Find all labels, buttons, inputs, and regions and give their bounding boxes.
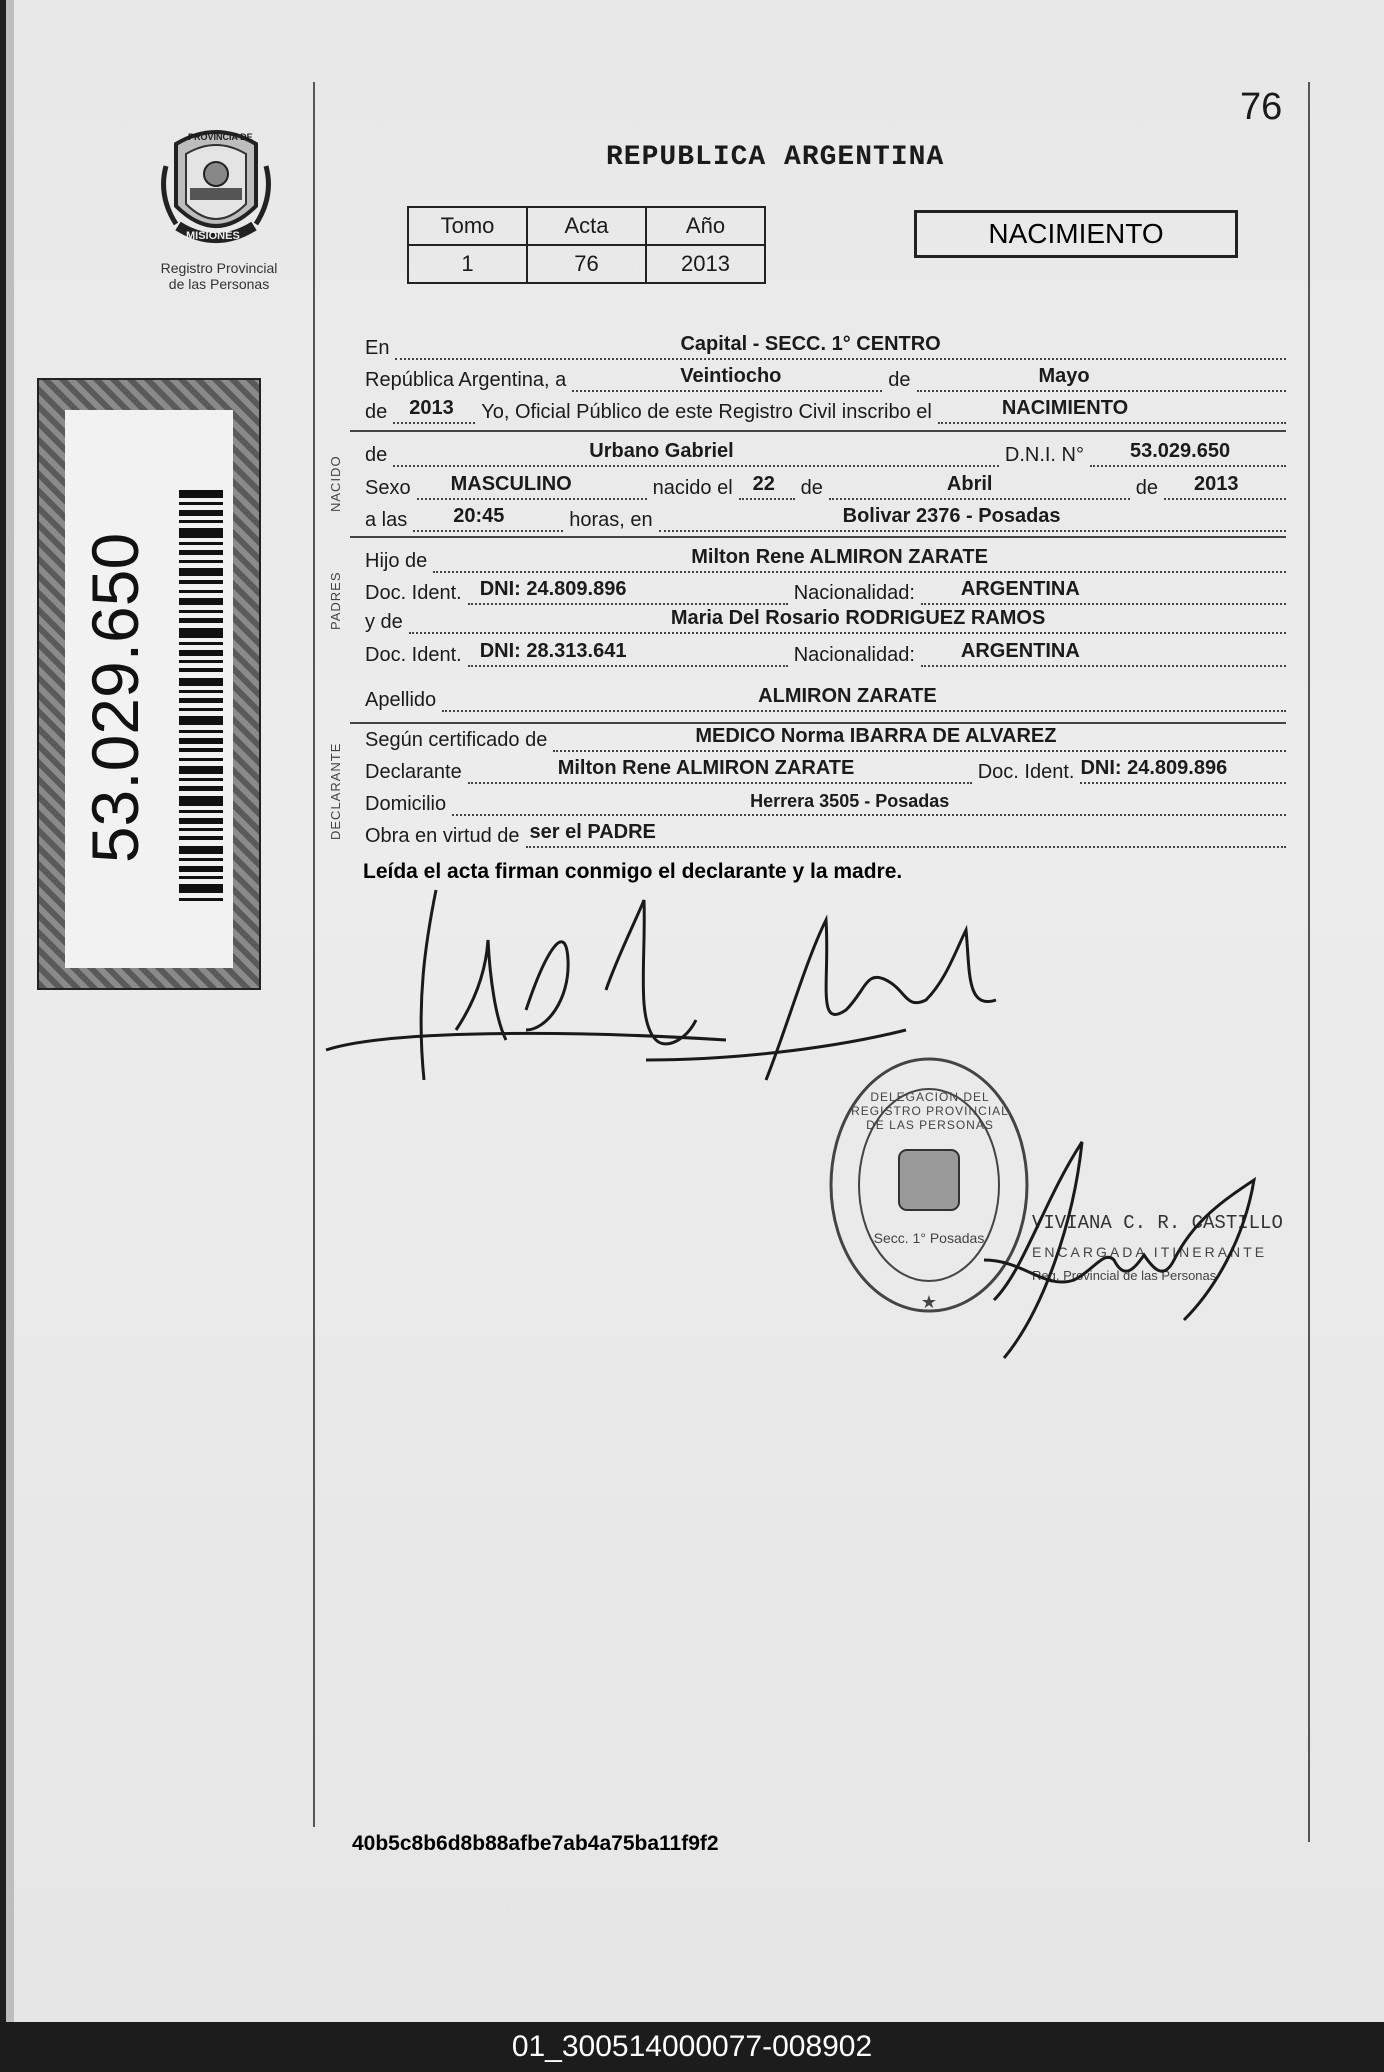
value-time: 20:45 — [453, 505, 505, 527]
value-decl-dni: DNI: 24.809.896 — [1080, 757, 1228, 779]
value-certificado: MEDICO Norma IBARRA DE ALVAREZ — [695, 725, 1057, 747]
value-month: Mayo — [1038, 365, 1090, 387]
barcode-bars-icon — [179, 490, 223, 910]
field-mother-nac — [921, 641, 1286, 667]
barcode-label — [65, 410, 233, 968]
field-birth-day — [739, 474, 795, 500]
officer-title: ENCARGADA ITINERANTE — [1032, 1244, 1268, 1260]
label-father-doc: Doc. Ident. — [365, 582, 462, 604]
field-mother-dni — [468, 641, 788, 667]
officer-name: VIVIANA C. R. CASTILLO — [1032, 1212, 1283, 1234]
section-declarante-label: DECLARANTE — [328, 742, 343, 840]
section-nacido-label: NACIDO — [328, 455, 343, 512]
register-table — [407, 206, 766, 284]
logo-caption — [144, 260, 294, 292]
field-decl-dni — [1080, 758, 1286, 784]
label-horas: horas, en — [569, 509, 653, 531]
heading: REPUBLICA ARGENTINA — [606, 142, 945, 173]
value-day: Veintiocho — [680, 365, 782, 387]
field-birth-month — [829, 474, 1130, 500]
label-mother-doc: Doc. Ident. — [365, 644, 462, 666]
value-inscribo: NACIMIENTO — [1001, 397, 1129, 419]
label-de-year2: de — [1135, 477, 1158, 499]
seal-text-bottom: MISIONES — [186, 230, 240, 242]
document-hash: 40b5c8b6d8b88afbe7ab4a75ba11f9f2 — [352, 1832, 719, 1855]
seal-text-top: PROVINCIA DE — [188, 132, 253, 142]
row-republica — [365, 362, 1286, 392]
label-hijo: Hijo de — [365, 550, 428, 572]
field-inscribo — [938, 398, 1286, 424]
value-mother-dni: DNI: 28.313.641 — [479, 640, 627, 662]
row-mother — [365, 604, 1286, 634]
right-margin-line — [1308, 82, 1310, 1842]
label-de-month2: de — [800, 477, 823, 499]
label-de-name: de — [365, 444, 388, 466]
row-mother-doc — [365, 637, 1286, 667]
value-dni: 53.029.650 — [1130, 440, 1231, 462]
value-birth-month: Abril — [946, 473, 993, 495]
value-acta: 76 — [527, 245, 646, 283]
value-father-dni: DNI: 24.809.896 — [479, 578, 627, 600]
label-nacido: nacido el — [652, 477, 733, 499]
value-mother: Maria Del Rosario RODRIGUEZ RAMOS — [670, 607, 1046, 629]
field-certificado — [553, 726, 1286, 752]
label-father-nac: Nacionalidad: — [793, 582, 915, 604]
stamp-inner-text: Secc. 1° Posadas — [873, 1230, 985, 1246]
field-month — [917, 366, 1287, 392]
row-certificado — [365, 722, 1286, 752]
field-place — [659, 506, 1286, 532]
separator-nacido — [350, 430, 1286, 432]
label-declarante: Declarante — [365, 761, 462, 783]
closing-statement: Leída el acta firman conmigo el declarante y la madre. — [363, 860, 903, 883]
value-birth-day: 22 — [752, 473, 775, 495]
row-nacido-time — [365, 502, 1286, 532]
value-anio: 2013 — [646, 245, 765, 283]
logo-caption-line1: Registro Provincial — [160, 260, 278, 276]
row-nacido-sexo — [365, 470, 1286, 500]
value-tomo: 1 — [408, 245, 527, 283]
register-table-header — [408, 207, 765, 245]
field-dni — [1090, 441, 1286, 467]
stamp-ring-text: DELEGACION DEL REGISTRO PROVINCIAL DE LAS PERSONAS — [851, 1090, 1009, 1132]
footer-filename: 01_300514000077-008902 — [0, 2022, 1384, 2072]
record-type: NACIMIENTO — [914, 210, 1238, 258]
label-sexo: Sexo — [365, 477, 411, 499]
value-obra: ser el PADRE — [529, 821, 656, 843]
value-sexo: MASCULINO — [450, 473, 572, 495]
label-de-month: de — [888, 369, 911, 391]
field-father-nac — [921, 579, 1286, 605]
field-apellido — [442, 686, 1286, 712]
separator-padres — [350, 536, 1286, 538]
label-obra: Obra en virtud de — [365, 825, 520, 847]
header-anio: Año — [646, 207, 765, 245]
value-father: Milton Rene ALMIRON ZARATE — [691, 546, 988, 568]
value-year: 2013 — [409, 397, 454, 419]
field-mother — [409, 608, 1286, 634]
row-obra — [365, 818, 1286, 848]
barcode-panel — [37, 378, 261, 990]
page-edge — [6, 0, 14, 2022]
value-father-nac: ARGENTINA — [960, 578, 1080, 600]
svg-text:★: ★ — [920, 1292, 938, 1313]
row-apellido — [365, 682, 1286, 712]
field-en — [395, 334, 1286, 360]
row-declarante — [365, 754, 1286, 784]
field-year — [393, 398, 475, 424]
row-hijo — [365, 543, 1286, 573]
label-yo: Yo, Oficial Público de este Registro Civil inscribo el — [481, 401, 932, 423]
label-certificado: Según certificado de — [365, 729, 548, 751]
label-mother-nac: Nacionalidad: — [793, 644, 915, 666]
header-tomo: Tomo — [408, 207, 527, 245]
row-year — [365, 394, 1286, 424]
label-de-year: de — [365, 401, 388, 423]
field-obra — [526, 822, 1286, 848]
field-name — [393, 441, 999, 467]
value-declarante: Milton Rene ALMIRON ZARATE — [557, 757, 855, 779]
page-number: 76 — [1240, 86, 1283, 128]
row-domicilio — [365, 786, 1286, 816]
barcode-number: 53.029.650 — [78, 532, 152, 864]
label-domicilio: Domicilio — [365, 793, 447, 815]
field-sexo — [417, 474, 647, 500]
label-y-de: y de — [365, 611, 403, 633]
label-apellido: Apellido — [365, 689, 437, 711]
field-declarante — [468, 758, 972, 784]
label-dni: D.N.I. N° — [1004, 444, 1084, 466]
field-father — [433, 547, 1286, 573]
header-acta: Acta — [527, 207, 646, 245]
officer-org: Reg. Provincial de las Personas — [1032, 1268, 1217, 1283]
field-day — [572, 366, 882, 392]
field-domicilio — [452, 790, 1286, 816]
section-padres-label: PADRES — [328, 571, 343, 630]
label-en: En — [365, 337, 390, 359]
logo-caption-line2: de las Personas — [168, 276, 270, 292]
value-name: Urbano Gabriel — [589, 440, 734, 462]
value-birth-year: 2013 — [1194, 473, 1239, 495]
label-decl-doc: Doc. Ident. — [977, 761, 1075, 783]
value-en: Capital - SECC. 1° CENTRO — [680, 333, 941, 355]
row-nacido-name — [365, 437, 1286, 467]
officer-signature-icon — [964, 1140, 1264, 1360]
label-a-las: a las — [365, 509, 408, 531]
field-time — [413, 506, 563, 532]
field-father-dni — [468, 579, 788, 605]
value-mother-nac: ARGENTINA — [960, 640, 1080, 662]
label-republica: República Argentina, a — [365, 369, 567, 391]
row-father-doc — [365, 575, 1286, 605]
row-en — [365, 330, 1286, 360]
value-place: Bolivar 2376 - Posadas — [842, 505, 1061, 527]
value-domicilio: Herrera 3505 - Posadas — [750, 791, 950, 811]
certificate-page — [6, 0, 1384, 2022]
value-apellido: ALMIRON ZARATE — [758, 685, 937, 707]
field-birth-year — [1164, 474, 1286, 500]
register-table-values — [408, 245, 765, 283]
